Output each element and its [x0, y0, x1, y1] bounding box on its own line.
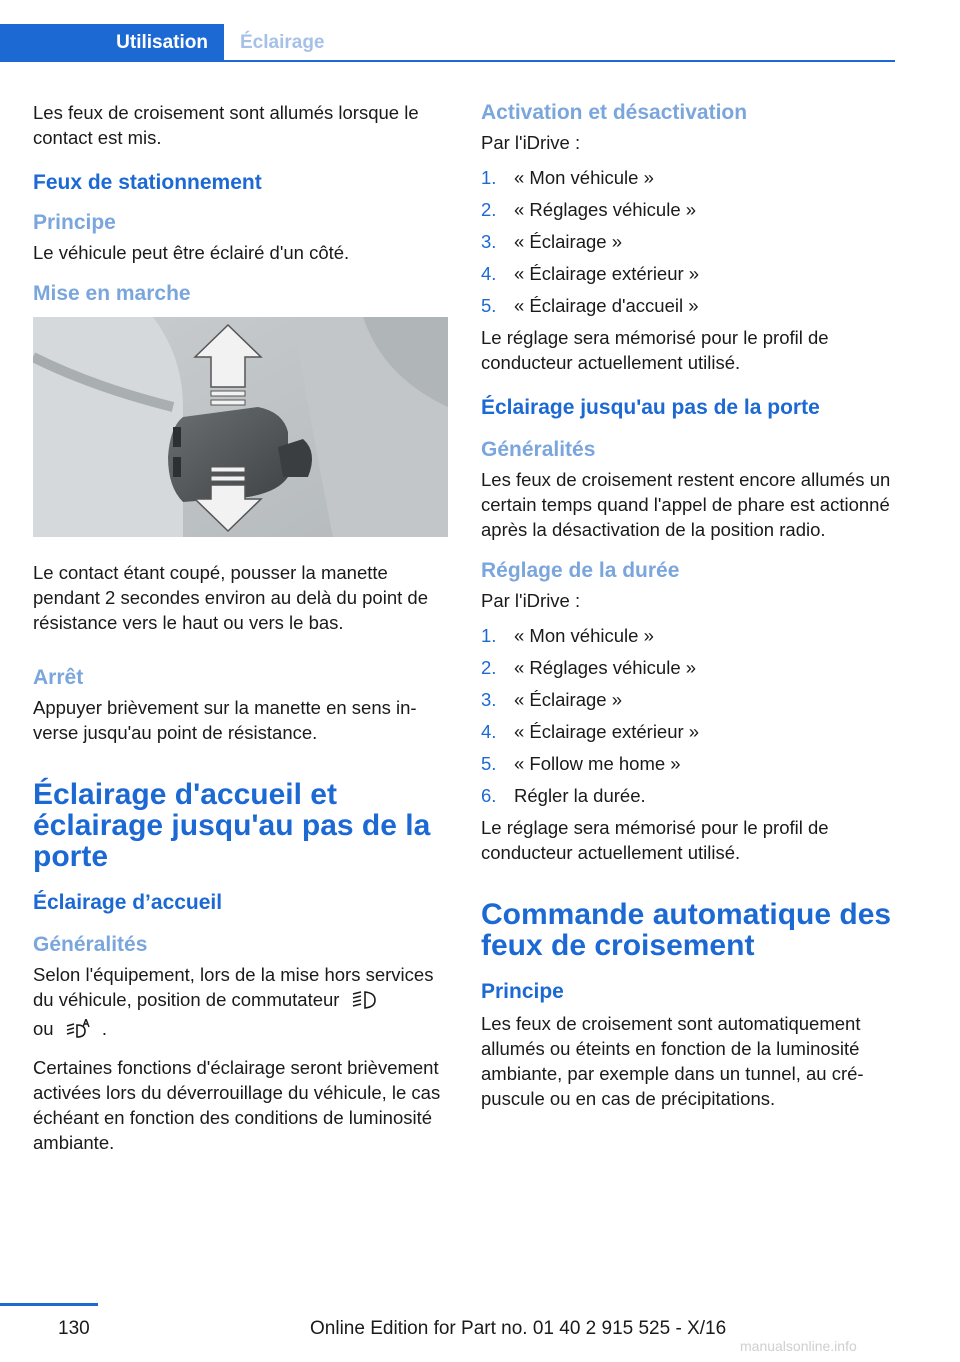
section-tab-inactive: Éclairage — [240, 32, 325, 53]
memo-paragraph-1: Le réglage sera mémorisé pour le profil de conducteur actuellement utilisé. — [481, 327, 829, 373]
heading-generalites-right: Généralités — [481, 438, 596, 461]
left-column — [33, 100, 451, 1165]
page-number: 130 — [58, 1318, 90, 1339]
par-idrive-2: Par l'iDrive : — [481, 590, 581, 611]
turn-signal-lever-illustration — [33, 317, 448, 537]
heading-welcome-lighting: Éclairage d'accueil et éclairage jusqu'au pas de la porte — [33, 778, 431, 873]
generalites-paragraph-2: Certaines fonctions d'éclairage seront brièvement activées lors du déverrouillage du véhicule, le cas échéant en fonction des conditions de luminosité ambiante. — [33, 1057, 441, 1153]
principe-right-paragraph: Les feux de croisement sont automatiquement allumés ou éteints en fonction de la luminosité ambiante, par exemple dans un tunnel, au crépuscule ou en cas de précipitations. — [481, 1013, 864, 1109]
heading-arret: Arrêt — [33, 666, 84, 689]
heading-parking-lights: Feux de stationnement — [33, 171, 262, 194]
heading-generalites: Généralités — [33, 933, 148, 956]
steps-list-2 — [481, 623, 899, 808]
heading-commande-automatique: Commande automatique des feux de croisement — [481, 898, 892, 962]
edition-footer: Online Edition for Part no. 01 40 2 915 525 - X/16 — [310, 1318, 727, 1339]
list-item: 5. « Follow me home » — [481, 753, 681, 774]
page-header — [0, 24, 895, 62]
generalites-paragraph: Selon l'équipement, lors de la mise hors services du véhicule, position de commutateur ou . — [33, 962, 451, 1045]
mise-en-marche-paragraph: Le contact étant coupé, pousser la manette pendant 2 secondes environ au delà du point de résistance vers le haut ou vers le bas. — [33, 562, 428, 633]
generalites-right-paragraph: Les feux de croisement restent encore allumés un certain temps quand l'appel de phare est actionné après la désactivation de la position radio. — [481, 469, 891, 540]
heading-principe-right: Principe — [481, 980, 564, 1003]
list-item: 2. « Réglages véhicule » — [481, 199, 697, 220]
watermark: manualsonline.info — [740, 1338, 857, 1354]
footer-rule — [0, 1303, 98, 1306]
par-idrive-1: Par l'iDrive : — [481, 132, 581, 153]
list-item: 1. « Mon véhicule » — [481, 625, 654, 646]
list-item: 1. « Mon véhicule » — [481, 167, 654, 188]
right-column — [481, 100, 899, 1121]
memo-paragraph-2: Le réglage sera mémorisé pour le profil de conducteur actuellement utilisé. — [481, 817, 829, 863]
list-item: 4. « Éclairage extérieur » — [481, 721, 700, 742]
list-item: 3. « Éclairage » — [481, 689, 622, 710]
list-item: 3. « Éclairage » — [481, 231, 622, 252]
list-item: 4. « Éclairage extérieur » — [481, 263, 700, 284]
list-item: 5. « Éclairage d'accueil » — [481, 295, 699, 316]
low-beam-icon — [351, 990, 377, 1016]
principe-paragraph: Le véhicule peut être éclairé d'un côté. — [33, 242, 350, 263]
heading-mise-en-marche: Mise en marche — [33, 282, 191, 305]
section-tab-active: Utilisation — [0, 24, 224, 62]
steps-list-1 — [481, 165, 899, 318]
arret-paragraph: Appuyer brièvement sur la manette en sens inverse jusqu'au point de résistance. — [33, 697, 417, 743]
list-item: 6. Régler la durée. — [481, 785, 646, 806]
heading-eclairage-accueil: Éclairage d’accueil — [33, 891, 223, 914]
list-item: 2. « Réglages véhicule » — [481, 657, 697, 678]
intro-paragraph: Les feux de croisement sont allumés lorsque le contact est mis. — [33, 102, 419, 148]
heading-pas-de-porte: Éclairage jusqu'au pas de la porte — [481, 396, 820, 419]
heading-reglage-duree: Réglage de la durée — [481, 559, 680, 582]
heading-activation: Activation et désactivation — [481, 101, 748, 124]
header-rule — [0, 60, 895, 62]
automatic-headlight-icon — [65, 1019, 91, 1045]
heading-principe: Principe — [33, 211, 116, 234]
